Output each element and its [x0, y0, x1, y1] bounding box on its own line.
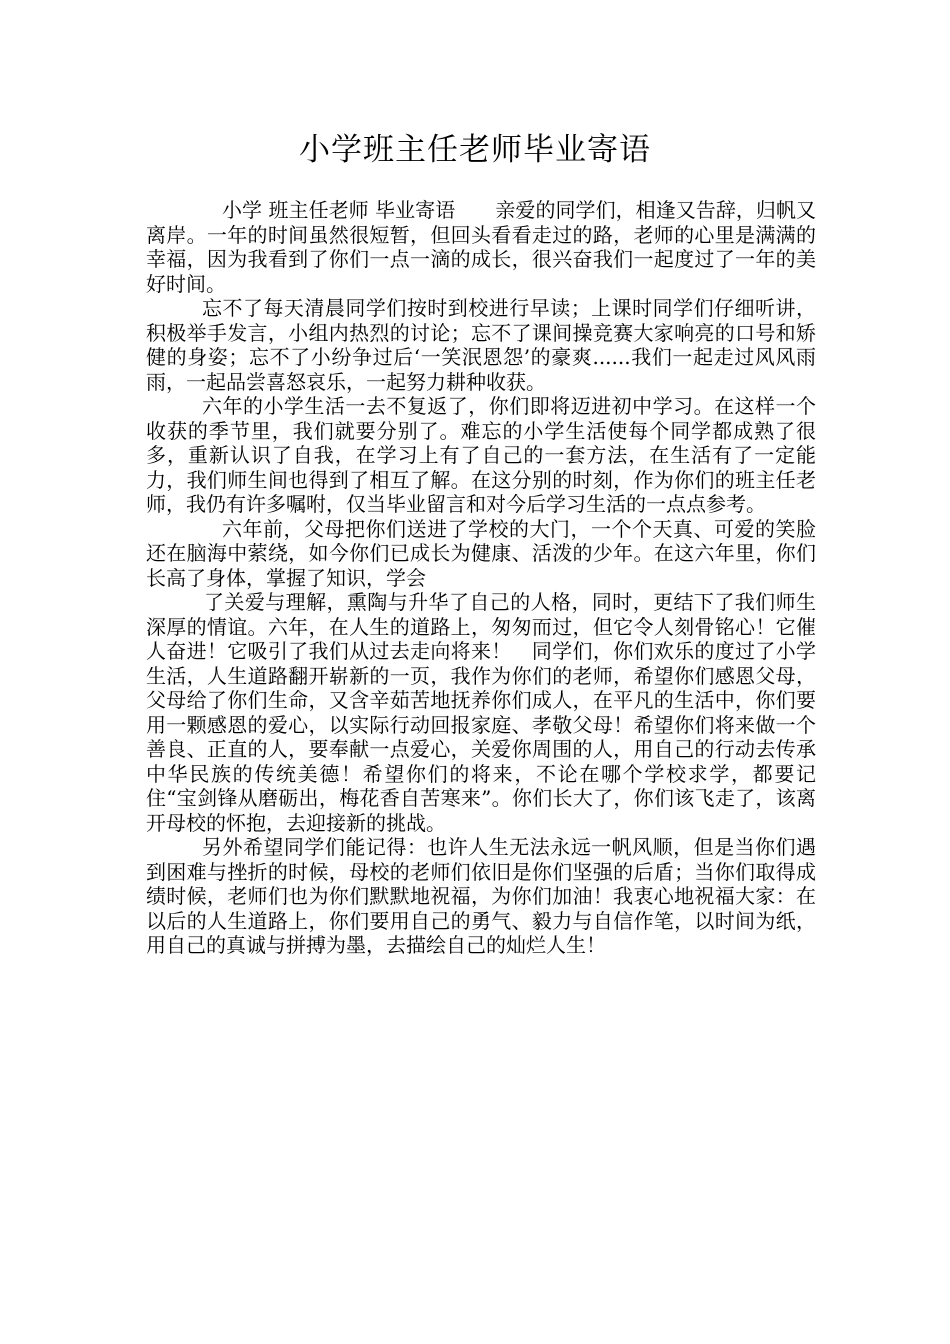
paragraph-greeting: 小学 班主任老师 毕业寄语 亲爱的同学们，相逢又告辞，归帆又离岸。一年的时间虽然很短暂，但回头看看走过的路，老师的心里是满满的幸福，因为我看到了你们一点一滴的成长，很兴奋我们一起度过了一年的美好时间。: [146, 198, 816, 296]
paragraph-blessing: 另外希望同学们能记得：也许人生无法永远一帆风顺，但是当你们遇到困难与挫折的时候，母校的老师们依旧是你们坚强的后盾；当你们取得成绩时候，老师们也为你们默默地祝福，为你们加油！我衷心地祝福大家：在以后的人生道路上，你们要用自己的勇气、毅力与自信作笔，以时间为纸，用自己的真诚与拼搏为墨，去描绘自己的灿烂人生！: [146, 835, 816, 957]
paragraph-six-years-ago: 六年前，父母把你们送进了学校的大门，一个个天真、可爱的笑脸还在脑海中萦绕，如今你们已成长为健康、活泼的少年。在这六年里，你们长高了身体，掌握了知识，学会: [146, 516, 816, 590]
document-title: 小学班主任老师毕业寄语: [299, 132, 651, 168]
paragraph-farewell: 六年的小学生活一去不复返了，你们即将迈进初中学习。在这样一个收获的季节里，我们就要分别了。难忘的小学生活使每个同学都成熟了很多，重新认识了自我，在学习上有了自己的一套方法，在生活有了一定能力，我们师生间也得到了相互了解。在这分别的时刻，作为你们的班主任老师，我仍有许多嘱咐，仅当毕业留言和对今后学习生活的一点点参考。: [146, 394, 816, 516]
paragraph-memories: 忘不了每天清晨同学们按时到校进行早读；上课时同学们仔细听讲，积极举手发言，小组内热烈的讨论；忘不了课间操竞赛大家响亮的口号和矫健的身姿；忘不了小纷争过后‘一笑泯恩怨’的豪爽......我们一起走过风风雨雨，一起品尝喜怒哀乐，一起努力耕种收获。: [146, 296, 816, 394]
paragraph-hopes: 了关爱与理解，熏陶与升华了自己的人格，同时，更结下了我们师生深厚的情谊。六年，在人生的道路上，匆匆而过，但它令人刻骨铭心！它催人奋进！它吸引了我们从过去走向将来！ 同学们，你们欢乐的度过了小学生活，人生道路翻开崭新的一页，我作为你们的老师，希望你们感恩父母，父母给了你们生命，又含辛茹苦地抚养你们成人，在平凡的生活中，你们要用一颗感恩的爱心，以实际行动回报家庭、孝敬父母！希望你们将来做一个善良、正直的人，要奉献一点爱心，关爱你周围的人，用自己的行动去传承中华民族的传统美德！希望你们的将来，不论在哪个学校求学，都要记住“宝剑锋从磨砺出，梅花香自苦寒来”。你们长大了，你们该飞走了，该离开母校的怀抱，去迎接新的挑战。: [146, 590, 816, 835]
document-body: [146, 198, 816, 958]
